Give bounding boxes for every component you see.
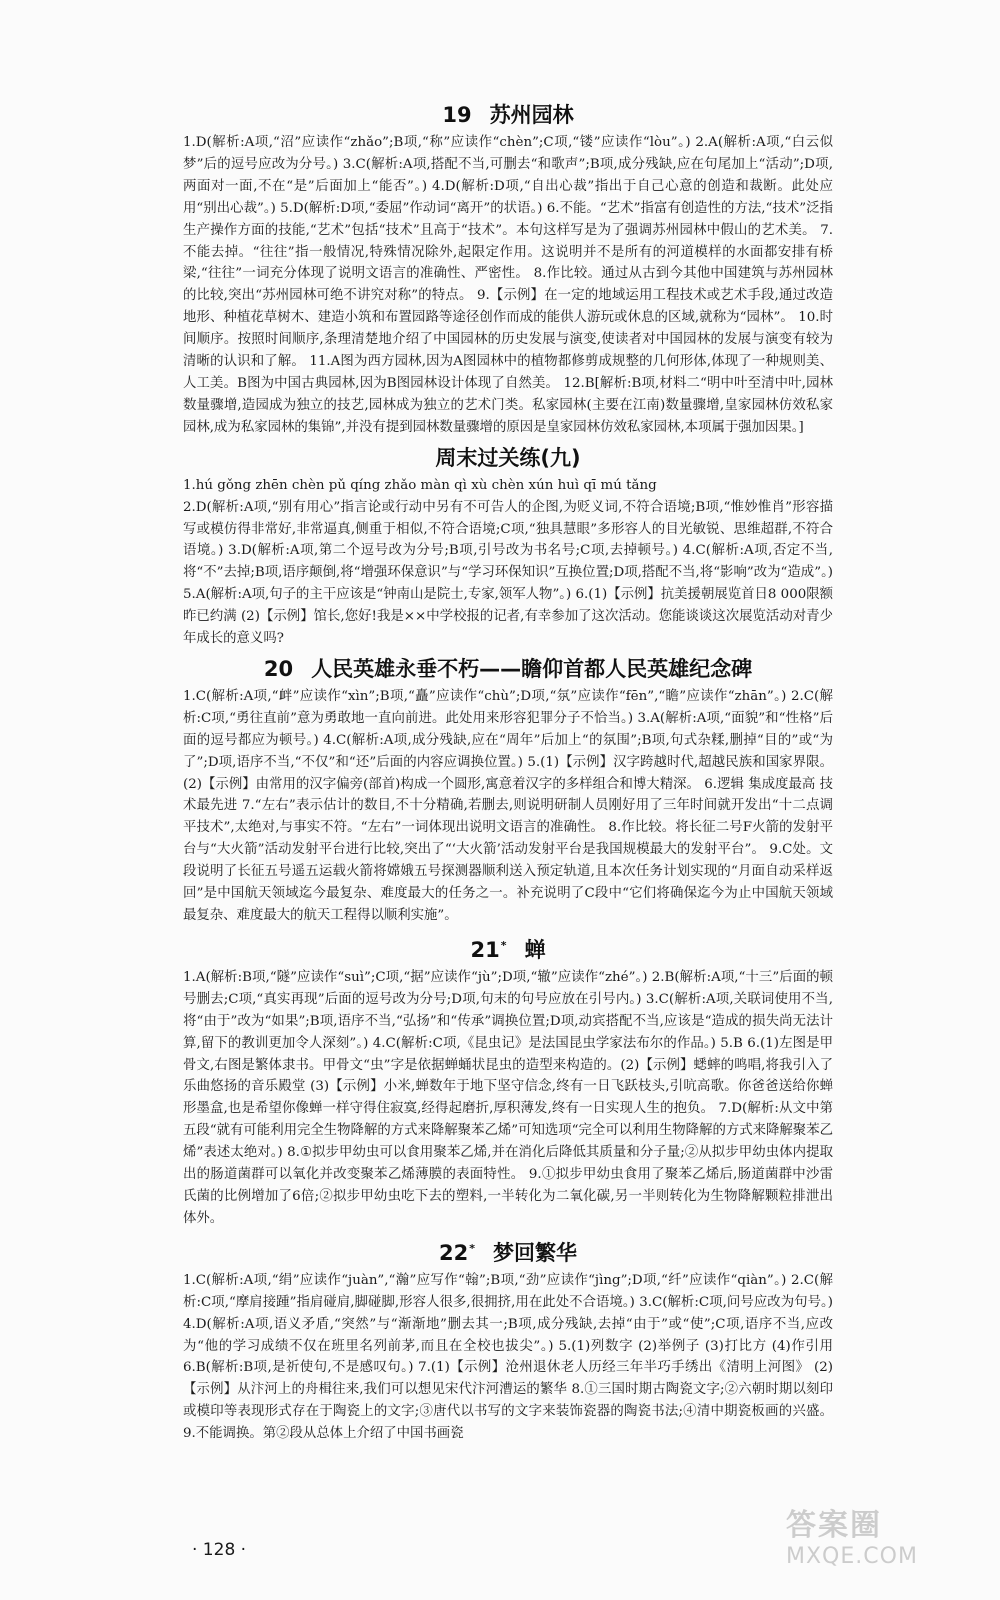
section-body-22: 1.C(解析:A项,“绢”应读作“juàn”,“瀚”应写作“翰”;B项,“劲”应读作“jìng”;D项,“纤”应读作“qiàn”。) 2.C(解析:C项,“摩肩接踵”指肩碰肩,脚碰脚,形容人很多,很拥挤,用在此处不合语境。) 3.C(解析:C项,问号应改为句号。) 4.D(解析:A项,语义矛盾,“突然”与“渐渐地”删去其一;B项,成分残缺,去掉“由于”或“使”;C项,语序不当,应改为“他的学习成绩不仅在班里名列前茅,而且在全校也拔尖”。) 5.(1)列数字 (2)举例子 (3)打比方 (4)作引用 6.B(解析:B项,是祈使句,不是感叹句。) 7.(1)【示例】沧州退休老人历经三年半巧手绣出《清明上河图》 (2)【示例】从汴河上的舟楫往来,我们可以想见宋代汴河漕运的繁华 8.①三国时期古陶瓷文字;②六朝时期以刻印或模印等表现形式存在于陶瓷上的文字;③唐代以书写的文字来装饰瓷器的陶瓷书法;④清中期瓷板画的兴盛。 9.不能调换。第②段从总体上介绍了中国书画瓷 xyxy=(183,1272,833,1442)
section-body-weekend: 2.D(解析:A项,“别有用心”指言论或行动中另有不可告人的企图,为贬义词,不符合语境;B项,“惟妙惟肖”形容描写或模仿得非常好,非常逼真,侧重于相似,不符合语境;C项,“独具慧眼”多形容人的目光敏锐、思维超群,不符合语境。) 3.D(解析:A项,第二个逗号改为分号;B项,引号改为书名号;C项,去掉顿号。) 4.C(解析:A项,否定不当,将“不”去掉;B项,语序颠倒,将“增强环保意识”与“学习环保知识”互换位置;D项,搭配不当,将“影响”改为“造成”。) 5.A(解析:A项,句子的主干应该是“钟南山是院士,专家,领军人物”。) 6.(1)【示例】抗美援朝展览首日8 000限额昨已约满 (2)【示例】馆长,您好!我是××中学校报的记者,有幸参加了这次活动。您能谈谈这次展览活动对青少年成长的意义吗? xyxy=(183,499,834,647)
section-number: 22* xyxy=(439,1240,475,1265)
section-title: 蝉 xyxy=(524,937,546,962)
section-title: 梦回繁华 xyxy=(493,1240,577,1265)
section-heading-21 xyxy=(183,933,833,963)
optional-star: * xyxy=(500,938,507,952)
section-title: 人民英雄永垂不朽——瞻仰首都人民英雄纪念碑 xyxy=(311,656,753,681)
section-number: 21* xyxy=(470,937,507,962)
page-number: · 128 · xyxy=(192,1540,247,1560)
pinyin-answer-line: 1.hú gǒng zhēn chèn pǔ qíng zhǎo màn qì xù chèn xún huì qī mú tǎng xyxy=(183,477,657,493)
optional-star: * xyxy=(469,1241,475,1255)
site-watermark xyxy=(786,1500,976,1580)
section-heading-22 xyxy=(183,1236,833,1266)
answer-page xyxy=(183,96,833,1445)
section-body-19: 1.D(解析:A项,“沼”应读作“zhǎo”;B项,“称”应读作“chèn”;C项,“镂”应读作“lòu”。) 2.A(解析:A项,“白云似梦”后的逗号应改为分号。) 3.C(解析:A项,搭配不当,可删去“和歌声”;B项,成分残缺,应在句尾加上“活动”;D项,两面对一面,不在“是”后面加上“能否”。) 4.D(解析:D项,“自出心裁”指出于自己心意的创造和裁断。此处应用“别出心裁”。) 5.D(解析:D项,“委屈”作动词“离开”的状语。) 6.不能。“艺术”指富有创造性的方法,“技术”泛指生产操作方面的技能,“艺术”包括“技术”且高于“技术”。本句这样写是为了强调苏州园林中假山的艺术美。 7.不能去掉。“往往”指一般情况,特殊情况除外,起限定作用。这说明并不是所有的河道模样的水面都安排有桥梁,“往往”一词充分体现了说明文语言的准确性、严密性。 8.作比较。通过从古到今其他中国建筑与苏州园林的比较,突出“苏州园林可绝不讲究对称”的特点。 9.【示例】在一定的地域运用工程技术或艺术手段,通过改造地形、种植花草树木、建造小筑和布置园路等途径创作而成的能供人游玩或休息的区域,就称为“园林”。 10.时间顺序。按照时间顺序,条理清楚地介绍了中国园林的历史发展与演变,使读者对中国园林的发展与演变有较为清晰的认识和了解。 11.A图为西方园林,因为A图园林中的植物都修剪成规整的几何形体,体现了一种规则美、人工美。B图为中国古典园林,因为B图园林设计体现了自然美。 12.B[解析:B项,材料二“明中叶至清中叶,园林数量骤增,造园成为独立的技艺,园林成为独立的艺术门类。私家园林(主要在江南)数量骤增,皇家园林仿效私家园林,成为私家园林的集锦”,并没有提到园林数量骤增的原因是皇家园林仿效私家园林,本项属于强加因果。] xyxy=(183,135,833,435)
watermark-text: 答案圈 xyxy=(786,1508,882,1543)
section-body-20: 1.C(解析:A项,“衅”应读作“xìn”;B项,“矗”应读作“chù”;D项,“氛”应读作“fēn”,“瞻”应读作“zhān”。) 2.C(解析:C项,“勇往直前”意为勇敢地一直向前进。此处用来形容犯罪分子不恰当。) 3.A(解析:A项,“面貌”和“性格”后面的逗号都应为顿号。) 4.C(解析:A项,成分残缺,应在“周年”后加上“的氛围”;B项,句式杂糅,删掉“目的”或“为了”;D项,语序不当,“不仅”和“还”后面的内容应调换位置。) 5.(1)【示例】汉字跨越时代,超越民族和国家界限。(2)【示例】由常用的汉字偏旁(部首)构成一个圆形,寓意着汉字的多样组合和博大精深。 6.逻辑 集成度最高 技术最先进 7.“左右”表示估计的数目,不十分精确,若删去,则说明研制人员刚好用了三年时间就开发出“十二点调平技术”,太绝对,与事实不符。“左右”一词体现出说明文语言的准确性。 8.作比较。将长征二号F火箭的发射平台与“大火箭”活动发射平台进行比较,突出了“‘大火箭’活动发射平台是我国规模最大的发射平台”。 9.C处。文段说明了长征五号遥五运载火箭将嫦娥五号探测器顺利送入预定轨道,且本次任务计划实现的“月面自动采样返回”是中国航天领域迄今最复杂、难度最大的任务之一。补充说明了C段中“它们将确保迄今为止中国航天领域最复杂、难度最大的航天工程得以顺利实施”。 xyxy=(183,688,833,923)
section-number: 20 xyxy=(263,656,294,681)
section-number: 19 xyxy=(442,103,472,127)
section-heading-20 xyxy=(183,656,833,682)
section-heading-19 xyxy=(183,102,833,128)
section-body-21: 1.A(解析:B项,“隧”应读作“suì”;C项,“据”应读作“jù”;D项,“辙”应读作“zhé”。) 2.B(解析:A项,“十三”后面的顿号删去;C项,“真实再现”后面的逗号改为分号;D项,句末的句号应放在引号内。) 3.C(解析:A项,关联词使用不当,将“由于”改为“如果”;B项,语序不当,“弘扬”和“传承”调换位置;D项,动宾搭配不当,应该是“造成的损失尚无法计算,留下的教训更加令人深刻”。) 4.C(解析:C项,《昆虫记》是法国昆虫学家法布尔的作品。) 5.B 6.(1)左图是甲骨文,右图是繁体隶书。甲骨文“虫”字是依据蝉蛹状昆虫的造型来构造的。(2)【示例】蟋蟀的鸣唱,将我引入了乐曲悠扬的音乐殿堂 (3)【示例】小米,蝉数年于地下坚守信念,终有一日飞跃枝头,引吭高歌。你爸爸送给你蝉形墨盒,也是希望你像蝉一样守得住寂寞,经得起磨折,厚积薄发,终有一日实现人生的抱负。 7.D(解析:从文中第五段“就有可能利用完全生物降解的方式来降解聚苯乙烯”可知选项“完全可以利用生物降解的方式来降解聚苯乙烯”表述太绝对。) 8.①拟步甲幼虫可以食用聚苯乙烯,并在消化后降低其质量和分子量;②从拟步甲幼虫体内提取出的肠道菌群可以氧化并改变聚苯乙烯薄膜的表面特性。 9.①拟步甲幼虫食用了聚苯乙烯后,肠道菌群中沙雷氏菌的比例增加了6倍;②拟步甲幼虫吃下去的塑料,一半转化为二氧化碳,另一半则转化为生物降解颗粒排泄出体外。 xyxy=(183,969,833,1226)
section-title: 苏州园林 xyxy=(489,103,574,127)
watermark-url: MXQE.COM xyxy=(786,1544,918,1569)
section-title: 周末过关练(九) xyxy=(435,445,581,470)
section-heading-weekend xyxy=(183,445,833,471)
